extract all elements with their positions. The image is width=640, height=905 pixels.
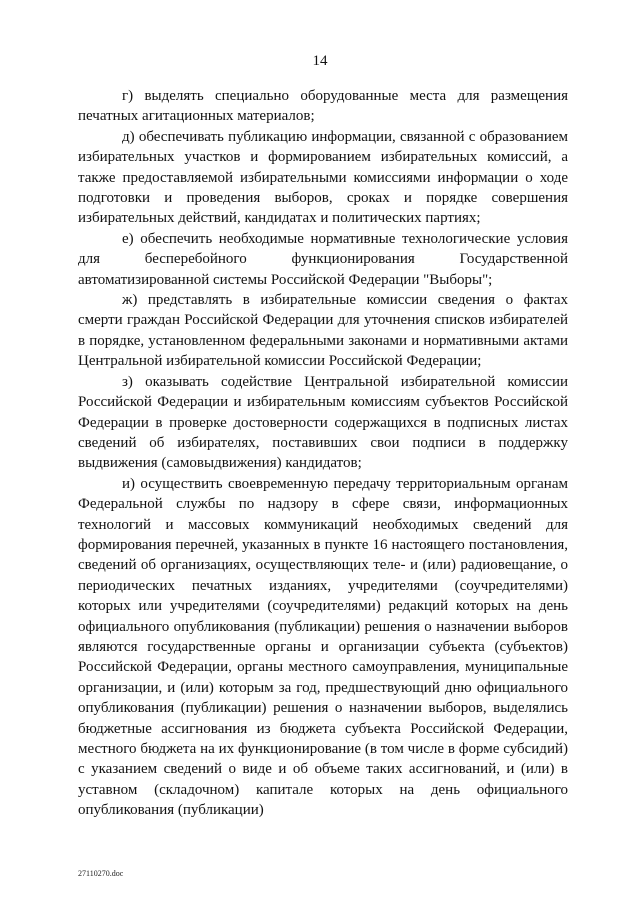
- document-body: [78, 86, 568, 821]
- paragraph-g: г) выделять специально оборудованные места для размещения печатных агитационных материалов;: [78, 88, 568, 125]
- paragraph-d: д) обеспечивать публикацию информации, связанной с образованием избирательных участков и формированием избирательных комиссий, а также предоставляемой избирательными комиссиями информации о ходе подготовки и проведения выборов, сроках и порядке совершения избирательных действий, кандидатах и политических партиях;: [78, 128, 568, 227]
- paragraph-zh: ж) представлять в избирательные комиссии сведения о фактах смерти граждан Российской Федерации для уточнения списков избирателей в порядке, установленном федеральными законами и нормативными актами Центральной избирательной комиссии Российской Федерации;: [78, 292, 568, 370]
- page-number: 14: [312, 53, 328, 69]
- paragraph-i: и) осуществить своевременную передачу территориальным органам Федеральной службы по надзору в сфере связи, информационных технологий и массовых коммуникаций необходимых сведений для формирования перечней, указанных в пункте 16 настоящего постановления, сведений об организациях, осуществляющих теле- и (или) радиовещание, о периодических печатных изданиях, учредителями (соучредителями) которых или учредителями (соучредителями) редакций которых на день официального опубликования (публикации) решения о назначении выборов являются государственные органы и организации субъекта (субъектов) Российской Федерации, органы местного самоуправления, муниципальные организации, и (или) которым за год, предшествующий дню официального опубликования (публикации) решения о назначении выборов, выделялись бюджетные ассигнования из бюджета субъекта Российской Федерации, местного бюджета на их функционирование (в том числе в форме субсидий) с указанием сведений о виде и об объеме таких ассигнований, и (или) в уставном (складочном) капитале которых на день официального опубликования (публикации): [78, 475, 568, 819]
- paragraph-e: е) обеспечить необходимые нормативные технологические условия для бесперебойного функционирования Государственной автоматизированной системы Российской Федерации "Выборы";: [78, 230, 568, 288]
- paragraph-z: з) оказывать содействие Центральной избирательной комиссии Российской Федерации и избирательным комиссиям субъектов Российской Федерации в проверке достоверности содержащихся в подписных листах сведений об избирателях, поставивших свои подписи в поддержку выдвижения (самовыдвижения) кандидатов;: [78, 373, 568, 472]
- footer-filename: 27110270.doc: [78, 869, 124, 878]
